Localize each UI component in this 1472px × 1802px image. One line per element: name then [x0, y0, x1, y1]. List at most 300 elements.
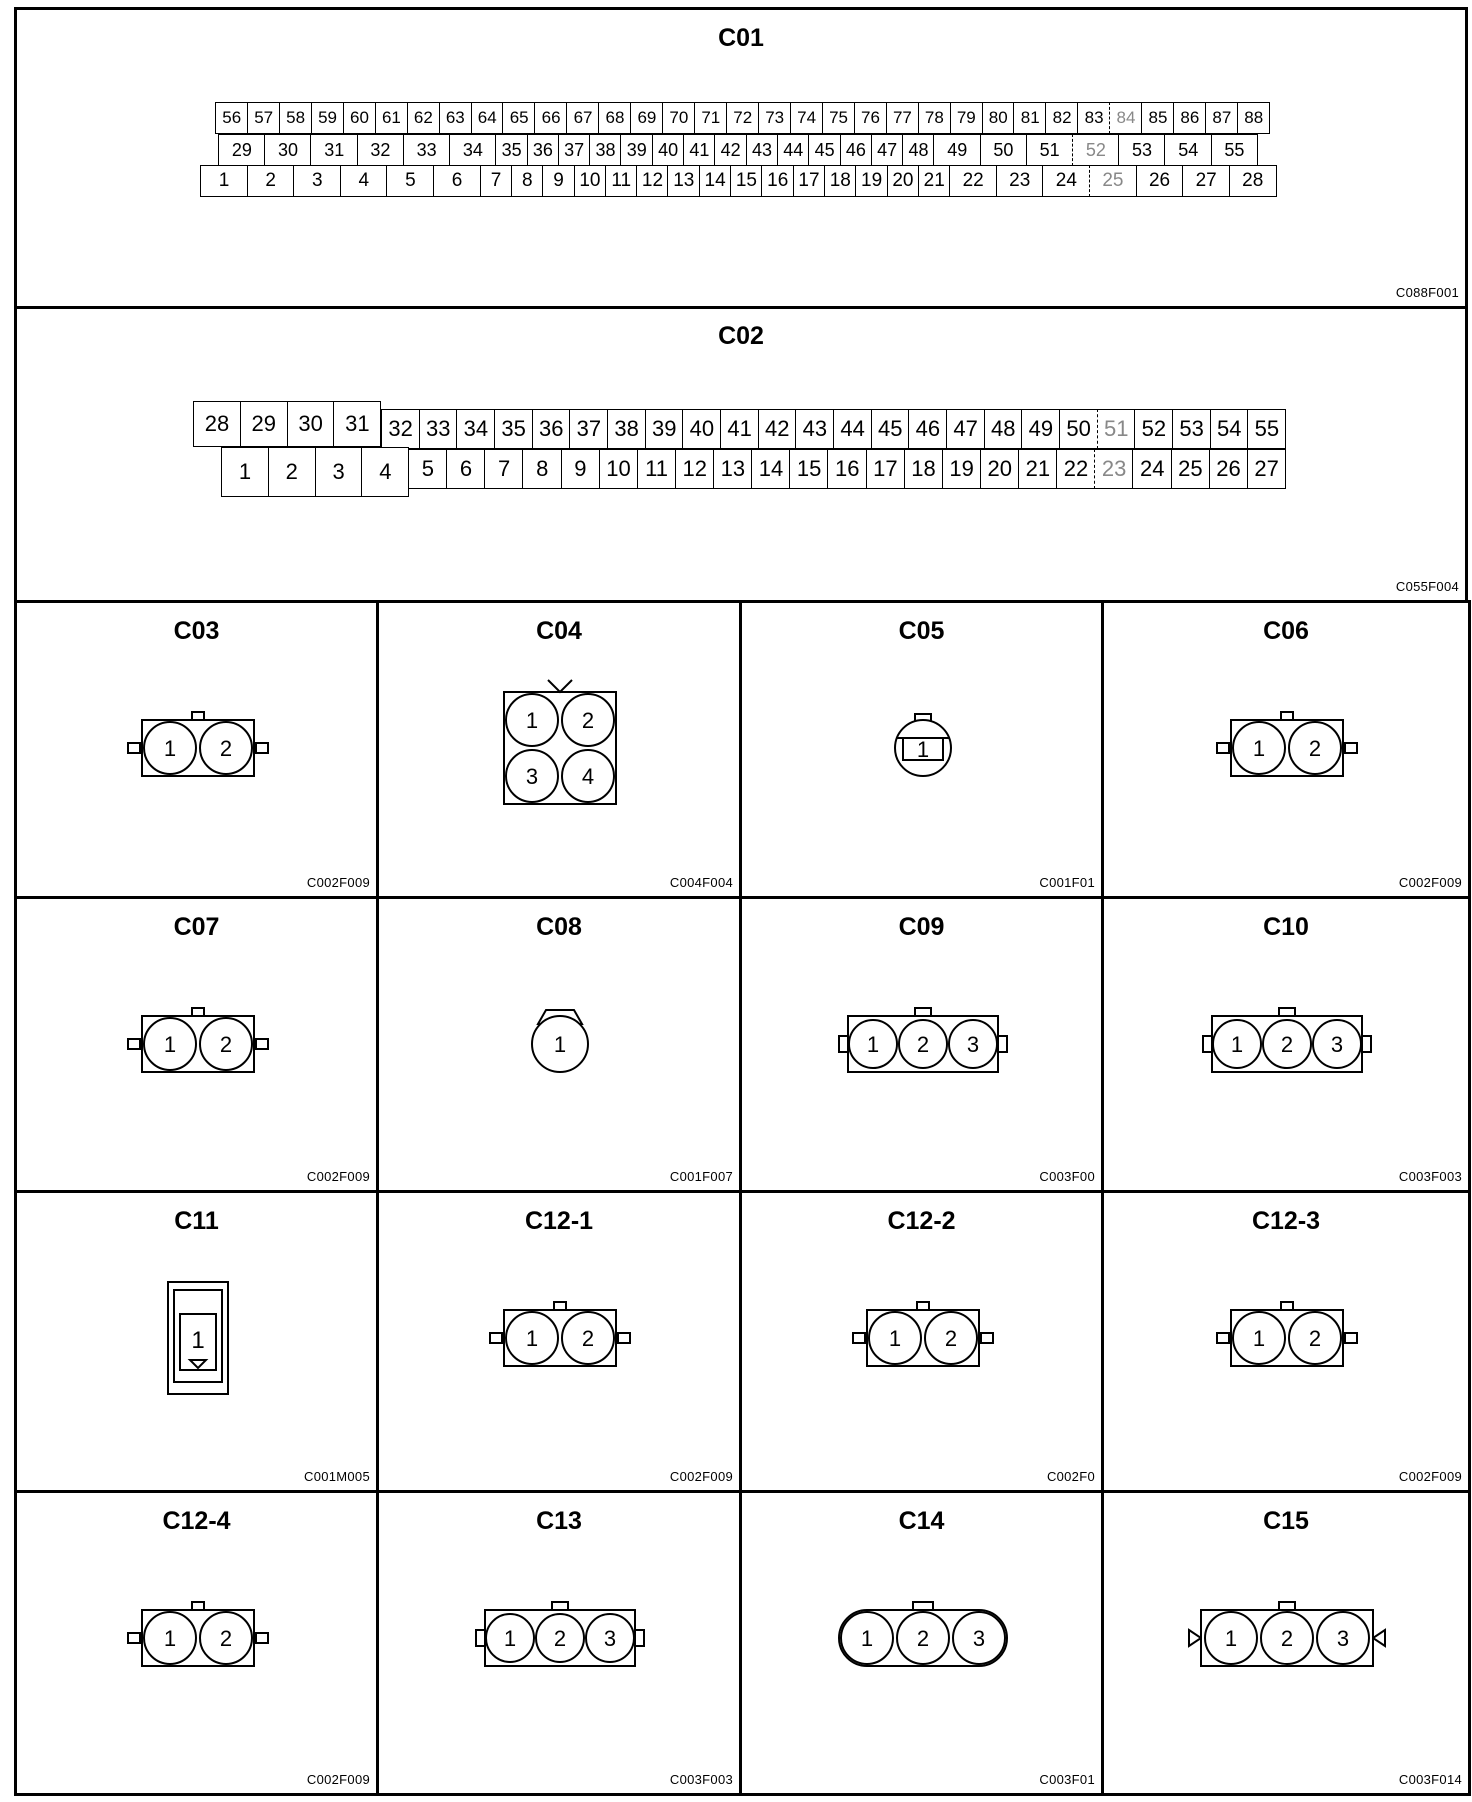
- key-notch: [548, 680, 572, 692]
- connector-panel: [14, 896, 379, 1193]
- connector-title: C03: [173, 617, 220, 645]
- pin-cell: 61: [375, 102, 408, 134]
- pin-cell: 46: [908, 409, 947, 449]
- pin-1: [849, 1020, 897, 1068]
- figure-code: C088F001: [1395, 285, 1459, 300]
- pin-2: [562, 1312, 614, 1364]
- connector-title: C12-1: [524, 1207, 594, 1235]
- pin-cell: 51: [1097, 409, 1136, 449]
- side-tab: [853, 1333, 865, 1343]
- connector-title: C08: [536, 913, 582, 941]
- connector-drawing: [17, 1193, 382, 1496]
- pin-cell: 52: [1072, 134, 1120, 166]
- side-tab: [618, 1333, 630, 1343]
- pin-3: [949, 1020, 997, 1068]
- pin-cell: 8: [522, 449, 562, 489]
- side-tab: [1345, 743, 1357, 753]
- side-triangle: [1189, 1630, 1201, 1646]
- pin-label: 3: [972, 1626, 986, 1651]
- connector-title: C05: [898, 617, 945, 645]
- connector-title: C12-2: [887, 1207, 956, 1235]
- pin-cell: 55: [1247, 409, 1286, 449]
- pin-label: 1: [163, 1626, 177, 1651]
- pin-2: [925, 1312, 977, 1364]
- connector-drawing: [17, 1493, 382, 1799]
- figure-code: C001F01: [1039, 875, 1095, 890]
- pin-cell: 69: [630, 102, 663, 134]
- pin-cell: 72: [726, 102, 759, 134]
- pin-label: 1: [163, 1032, 177, 1057]
- connector-drawing: [742, 1193, 1107, 1496]
- pin-cell: 47: [946, 409, 985, 449]
- pin-cell: 60: [343, 102, 376, 134]
- pin-cell: 18: [904, 449, 944, 489]
- pin-cell: 9: [542, 165, 575, 197]
- pin-cell: 77: [886, 102, 919, 134]
- connector-title: C11: [174, 1207, 219, 1235]
- pin-1: [869, 1312, 921, 1364]
- pin-cell: 40: [652, 134, 685, 166]
- pin-cell: 81: [1013, 102, 1046, 134]
- figure-code: C002F009: [306, 1169, 370, 1184]
- pin-label: 1: [916, 737, 930, 762]
- figure-code: C003F00: [1039, 1169, 1095, 1184]
- pin-label: 2: [944, 1326, 958, 1351]
- pin-4: [562, 750, 614, 802]
- connector-drawing: [742, 1493, 1107, 1799]
- pin-cell: 39: [620, 134, 653, 166]
- pin-label: 2: [1308, 736, 1322, 761]
- pin-cell: 2: [268, 447, 316, 497]
- connector-drawing: [742, 603, 1107, 902]
- connector-panel: [14, 1490, 379, 1796]
- pin-cell: 64: [471, 102, 504, 134]
- connector-panel: [376, 1490, 742, 1796]
- pin-cell: 34: [449, 134, 497, 166]
- pin-label: 1: [1224, 1626, 1238, 1651]
- pin-cell: 1: [221, 447, 269, 497]
- pin-cell: 36: [527, 134, 560, 166]
- connector-drawing: [1104, 1493, 1472, 1799]
- pin-cell: 86: [1173, 102, 1206, 134]
- connector-panel: [1101, 600, 1471, 899]
- pin-1: [1233, 722, 1285, 774]
- pin-cell: 48: [984, 409, 1023, 449]
- pin-1: [1205, 1612, 1257, 1664]
- pin-cell: 2: [247, 165, 295, 197]
- pin-1: [144, 1612, 196, 1664]
- pin-cell: 41: [683, 134, 716, 166]
- pin-cell: 10: [599, 449, 639, 489]
- pin-cell: 37: [558, 134, 591, 166]
- connector-panel: [739, 896, 1104, 1193]
- pin-cell: 67: [566, 102, 599, 134]
- pin-label: 1: [866, 1032, 880, 1057]
- pin-label: 2: [581, 1326, 595, 1351]
- latch-tab: [552, 1602, 568, 1610]
- pin-cell: 22: [1056, 449, 1096, 489]
- connector-title: C01: [718, 24, 764, 52]
- connector-drawing: [1104, 899, 1472, 1196]
- side-tab: [1217, 1333, 1229, 1343]
- pin-label: 2: [1308, 1326, 1322, 1351]
- pin-cell: 27: [1247, 449, 1287, 489]
- pin-cell: 25: [1171, 449, 1211, 489]
- pin-cell: 14: [699, 165, 732, 197]
- pin-cell: 38: [607, 409, 646, 449]
- side-tab: [256, 743, 268, 753]
- pin-cell: 30: [264, 134, 312, 166]
- pin-cell: 29: [240, 401, 288, 447]
- pin-3: [1317, 1612, 1369, 1664]
- pin-cell: 68: [598, 102, 631, 134]
- connector-panel: [739, 1190, 1104, 1493]
- connector-drawing: [379, 899, 745, 1196]
- pin-cell: 34: [456, 409, 495, 449]
- pin-3: [506, 750, 558, 802]
- figure-code: C004F004: [669, 875, 733, 890]
- pin-cell: 22: [949, 165, 997, 197]
- pin-label: 2: [916, 1626, 930, 1651]
- pin-cell: 36: [532, 409, 571, 449]
- connector-panel: [739, 1490, 1104, 1796]
- connector-panel: [376, 600, 742, 899]
- side-tab: [981, 1333, 993, 1343]
- pin-label: 2: [1280, 1626, 1294, 1651]
- pin-cell: 44: [833, 409, 872, 449]
- latch-tab: [1279, 1008, 1295, 1016]
- pin-cell: 21: [918, 165, 951, 197]
- pin-cell: 80: [982, 102, 1015, 134]
- pin-3: [1313, 1020, 1361, 1068]
- pin-2: [200, 1018, 252, 1070]
- figure-code: C002F009: [1398, 1469, 1462, 1484]
- pin-cell: 35: [494, 409, 533, 449]
- pin-label: 3: [1336, 1626, 1350, 1651]
- connector-drawing: [17, 603, 382, 902]
- latch-tab: [913, 1602, 933, 1610]
- pin-label: 1: [1252, 736, 1266, 761]
- pin-cell: 20: [980, 449, 1020, 489]
- pin-cell: 26: [1136, 165, 1184, 197]
- pin-cell: 12: [636, 165, 669, 197]
- pin-2: [897, 1612, 949, 1664]
- pin-cell: 42: [714, 134, 747, 166]
- connector-title: C06: [1263, 617, 1309, 645]
- figure-code: C003F01: [1039, 1772, 1095, 1787]
- pin-cell: 29: [218, 134, 266, 166]
- figure-code: C002F009: [669, 1469, 733, 1484]
- pin-cell: 7: [484, 449, 524, 489]
- pin-cell: 75: [822, 102, 855, 134]
- connector-drawing: [742, 899, 1107, 1196]
- pin-cell: 15: [730, 165, 763, 197]
- figure-code: C001F007: [669, 1169, 733, 1184]
- pin-cell: 38: [589, 134, 622, 166]
- figure-code: C002F009: [306, 875, 370, 890]
- latch-tab: [917, 1302, 929, 1310]
- pin-cell: 20: [887, 165, 920, 197]
- connector-panel: [1101, 1190, 1471, 1493]
- pin-label: 2: [553, 1626, 567, 1651]
- pin-2: [562, 694, 614, 746]
- pin-cell: 46: [840, 134, 873, 166]
- connector-title: C15: [1263, 1507, 1309, 1535]
- side-tab: [1217, 743, 1229, 753]
- connector-drawing: [1104, 1193, 1472, 1496]
- connector-panel-c01: [14, 7, 1468, 309]
- pin-cell: 1: [200, 165, 248, 197]
- pin-cell: 9: [561, 449, 601, 489]
- side-tab: [256, 1633, 268, 1643]
- pin-cell: 3: [293, 165, 341, 197]
- latch-tab: [1281, 1302, 1293, 1310]
- pin-1: [841, 1612, 893, 1664]
- pin-cell: 78: [918, 102, 951, 134]
- pin-cell: 63: [439, 102, 472, 134]
- pin-cell: 88: [1237, 102, 1270, 134]
- pin-cell: 32: [357, 134, 405, 166]
- pin-cell: 24: [1042, 165, 1090, 197]
- pin-cell: 6: [446, 449, 486, 489]
- pin-label: 2: [916, 1032, 930, 1057]
- pin-cell: 43: [795, 409, 834, 449]
- pin-2: [1263, 1020, 1311, 1068]
- pin-cell: 48: [902, 134, 935, 166]
- pin-label: 1: [191, 1327, 205, 1354]
- pin-cell: 23: [996, 165, 1044, 197]
- pin-cell: 42: [758, 409, 797, 449]
- pin-cell: 33: [419, 409, 458, 449]
- pin-cell: 53: [1172, 409, 1211, 449]
- side-tab: [128, 1633, 140, 1643]
- connector-panel: [1101, 1490, 1471, 1796]
- pin-cell: 37: [569, 409, 608, 449]
- connector-drawing: [17, 899, 382, 1196]
- figure-code: C002F0: [1046, 1469, 1095, 1484]
- pin-cell: 21: [1018, 449, 1058, 489]
- pin-cell: 31: [310, 134, 358, 166]
- figure-code: C055F004: [1395, 579, 1459, 594]
- connector-drawing: [379, 1493, 745, 1799]
- pin-cell: 56: [215, 102, 248, 134]
- latch-tab: [1281, 712, 1293, 720]
- pin-cell: 71: [694, 102, 727, 134]
- pin-cell: 87: [1205, 102, 1238, 134]
- latch-tab: [915, 1008, 931, 1016]
- pin-cell: 43: [746, 134, 779, 166]
- connector-title: C09: [898, 913, 945, 941]
- pin-cell: 7: [480, 165, 513, 197]
- pin-cell: 82: [1045, 102, 1078, 134]
- pin-2: [200, 1612, 252, 1664]
- pin-cell: 13: [713, 449, 753, 489]
- side-tab: [1345, 1333, 1357, 1343]
- pin-1: [506, 694, 558, 746]
- pin-cell: 13: [667, 165, 700, 197]
- figure-code: C003F003: [669, 1772, 733, 1787]
- latch-tab: [192, 1008, 204, 1016]
- pin-3: [586, 1614, 634, 1662]
- pin-label: 1: [525, 708, 539, 733]
- pin-label: 1: [888, 1326, 902, 1351]
- pin-cell: 5: [408, 449, 448, 489]
- side-tab: [490, 1333, 502, 1343]
- pin-label: 4: [581, 764, 595, 789]
- pin-cell: 26: [1209, 449, 1249, 489]
- connector-drawing: [1104, 603, 1472, 902]
- connector-title: C02: [718, 322, 764, 350]
- pin-2: [1289, 1312, 1341, 1364]
- pin-cell: 53: [1118, 134, 1166, 166]
- latch-tab: [192, 712, 204, 720]
- pin-label: 1: [163, 736, 177, 761]
- figure-code: C002F009: [1398, 875, 1462, 890]
- pin-label: 3: [525, 764, 539, 789]
- figure-code: C002F009: [306, 1772, 370, 1787]
- pin-cell: 10: [574, 165, 607, 197]
- pin-cell: 55: [1211, 134, 1259, 166]
- latch-tab: [554, 1302, 566, 1310]
- pin-cell: 65: [502, 102, 535, 134]
- connector-panel: [14, 600, 379, 899]
- latch-tab: [192, 1602, 204, 1610]
- pin-label: 1: [553, 1032, 567, 1057]
- connector-panel-c02: [14, 306, 1468, 603]
- pin-cell: 4: [361, 447, 409, 497]
- side-triangle: [1373, 1630, 1385, 1646]
- pin-cell: 57: [247, 102, 280, 134]
- figure-code: C003F014: [1398, 1772, 1462, 1787]
- pin-label: 3: [966, 1032, 980, 1057]
- pin-1: [1213, 1020, 1261, 1068]
- pin-label: 3: [1330, 1032, 1344, 1057]
- pin-cell: 40: [682, 409, 721, 449]
- connector-title: C13: [536, 1507, 582, 1535]
- connector-title: C14: [898, 1507, 945, 1535]
- pin-label: 1: [860, 1626, 874, 1651]
- connector-title: C12-3: [1251, 1207, 1321, 1235]
- pin-cell: 6: [433, 165, 481, 197]
- pin-label: 1: [1230, 1032, 1244, 1057]
- connector-title: C10: [1263, 913, 1309, 941]
- pin-cell: 23: [1094, 449, 1134, 489]
- pin-cell: 76: [854, 102, 887, 134]
- pin-cell: 54: [1210, 409, 1249, 449]
- pin-cell: 79: [950, 102, 983, 134]
- figure-code: C003F003: [1398, 1169, 1462, 1184]
- pin-cell: 83: [1077, 102, 1110, 134]
- connector-panel: [1101, 896, 1471, 1193]
- pin-cell: 51: [1026, 134, 1074, 166]
- connector-title: C04: [536, 617, 582, 645]
- pin-cell: 66: [534, 102, 567, 134]
- connector-title: C12-4: [162, 1507, 231, 1535]
- pin-cell: 11: [605, 165, 638, 197]
- pin-cell: 45: [808, 134, 841, 166]
- pin-cell: 62: [407, 102, 440, 134]
- pin-cell: 73: [758, 102, 791, 134]
- pin-cell: 41: [720, 409, 759, 449]
- connector-drawing: [379, 603, 745, 902]
- pin-cell: 3: [315, 447, 363, 497]
- pin-cell: 25: [1089, 165, 1137, 197]
- pin-1: [144, 722, 196, 774]
- pin-cell: 70: [662, 102, 695, 134]
- pin-cell: 30: [287, 401, 335, 447]
- pin-label: 3: [603, 1626, 617, 1651]
- pin-cell: 39: [645, 409, 684, 449]
- pin-cell: 50: [980, 134, 1028, 166]
- pin-cell: 45: [871, 409, 910, 449]
- pin-cell: 17: [866, 449, 906, 489]
- pin-cell: 15: [789, 449, 829, 489]
- pin-cell: 28: [193, 401, 241, 447]
- pin-label: 1: [1252, 1326, 1266, 1351]
- pin-2: [899, 1020, 947, 1068]
- figure-code: C001M005: [304, 1469, 370, 1484]
- pin-cell: 52: [1134, 409, 1173, 449]
- pin-cell: 84: [1109, 102, 1142, 134]
- pin-cell: 16: [827, 449, 867, 489]
- pin-cell: 24: [1132, 449, 1172, 489]
- pin-cell: 33: [403, 134, 451, 166]
- pin-cell: 17: [793, 165, 826, 197]
- pin-cell: 8: [511, 165, 544, 197]
- pin-cell: 16: [761, 165, 794, 197]
- pin-1: [1233, 1312, 1285, 1364]
- pin-cell: 19: [942, 449, 982, 489]
- pin-label: 2: [1280, 1032, 1294, 1057]
- pin-cell: 54: [1164, 134, 1212, 166]
- pin-2: [536, 1614, 584, 1662]
- pin-1: [144, 1018, 196, 1070]
- connector-drawing: [379, 1193, 745, 1496]
- connector-title: C07: [173, 913, 220, 941]
- pin-cell: 4: [340, 165, 388, 197]
- pin-cell: 49: [1021, 409, 1060, 449]
- pin-3: [953, 1612, 1005, 1664]
- pin-cell: 59: [311, 102, 344, 134]
- pin-cell: 58: [279, 102, 312, 134]
- connector-panel: [739, 600, 1104, 899]
- pin-cell: 50: [1059, 409, 1098, 449]
- side-tab: [128, 743, 140, 753]
- pin-cell: 14: [751, 449, 791, 489]
- pin-1: [486, 1614, 534, 1662]
- pin-2: [200, 722, 252, 774]
- pin-1: [532, 1016, 588, 1072]
- pin-cell: 32: [381, 409, 420, 449]
- pin-cell: 28: [1229, 165, 1277, 197]
- pin-cell: 18: [824, 165, 857, 197]
- pin-cell: 27: [1182, 165, 1230, 197]
- pin-cell: 35: [495, 134, 528, 166]
- pin-cell: 74: [790, 102, 823, 134]
- pin-2: [1289, 722, 1341, 774]
- side-tab: [256, 1039, 268, 1049]
- pin-cell: 11: [637, 449, 677, 489]
- pin-cell: 31: [333, 401, 381, 447]
- pin-cell: 5: [386, 165, 434, 197]
- latch-tab: [1279, 1602, 1295, 1610]
- pin-label: 2: [219, 736, 233, 761]
- connector-panel: [376, 896, 742, 1193]
- pin-1: [506, 1312, 558, 1364]
- pin-label: 2: [581, 708, 595, 733]
- connector-panel: [14, 1190, 379, 1493]
- pin-label: 1: [525, 1326, 539, 1351]
